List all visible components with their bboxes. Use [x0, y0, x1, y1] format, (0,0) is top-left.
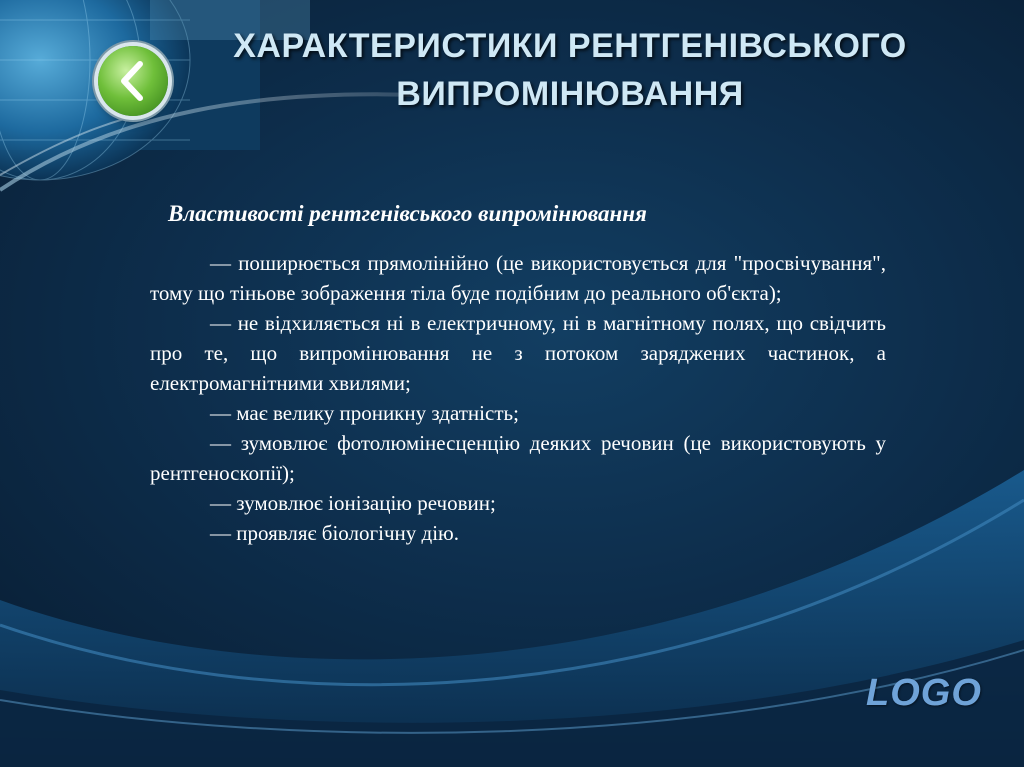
property-item: — зумовлює фотолюмінесценцію деяких речовин (це використовують у рентгеноскопії); — [150, 431, 886, 485]
content-subheading: Властивості рентгенівського випромінювання — [168, 201, 647, 226]
property-item: — поширюється прямолінійно (це використовується для "просвічування", тому що тіньове зображення тіла буде подібним до реального об'єкта); — [150, 251, 886, 305]
property-item: — має велику проникну здатність; — [210, 401, 519, 425]
slide-title-line2: ВИПРОМІНЮВАННЯ — [396, 75, 744, 113]
property-item: — не відхиляється ні в електричному, ні в магнітному полях, що свідчить про те, що випромінювання не з потоком заряджених частинок, а електромагнітними хвилями; — [150, 311, 886, 395]
logo: LOGO — [866, 672, 982, 714]
property-item: — проявляє біологічну дію. — [210, 521, 459, 545]
slide-title-line1: ХАРАКТЕРИСТИКИ РЕНТГЕНІВСЬКОГО — [233, 27, 907, 65]
slide-title — [150, 22, 990, 118]
property-item: — зумовлює іонізацію речовин; — [210, 491, 496, 515]
slide-content — [150, 198, 886, 548]
